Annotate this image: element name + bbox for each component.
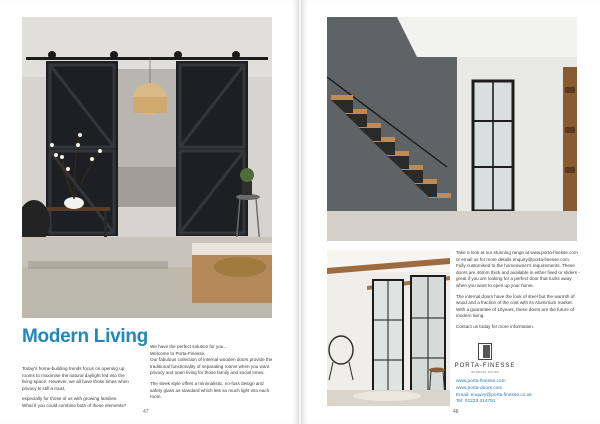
paragraph: Fully customised to the homeowner's requirements. These doors are 46mm thick and available in either fixed or sliders - great if you are looking for a perfect door that tucks away when you want to open up your home. bbox=[456, 263, 580, 288]
page-heading: Modern Living bbox=[22, 326, 148, 347]
brand-logo bbox=[450, 343, 520, 379]
paragraph: The sleek style offers a minimalistic, no-fuss design and safety glass as standard which lets so much light into each room. bbox=[150, 380, 270, 400]
right-info-column bbox=[456, 250, 581, 335]
paragraph: Take a look at our stunning range at www.porta-finesse.com or email us for more details enquiry@porta-finesse.com. bbox=[456, 250, 578, 262]
brand-tagline: INTERNAL DOORS bbox=[470, 371, 500, 374]
paragraph: especially for those of us with growing families. bbox=[22, 396, 118, 402]
paragraph: Our fabulous collection of internal wooden doors provide the traditional functionality of separating rooms when you want privacy and open living for those family and social times. bbox=[150, 357, 273, 376]
glass-doors-photo bbox=[327, 250, 450, 406]
paragraph: The internal doors have the look of steel but the warmth of wood and a fraction of the cost with its Aluminium market. With a guarantee of 10years, these doors are the future of modern living. bbox=[456, 293, 575, 319]
phone-number[interactable]: Tel: 01233 214791 bbox=[456, 399, 496, 405]
page-number: 47 bbox=[143, 409, 149, 415]
right-page bbox=[301, 0, 600, 424]
staircase-photo bbox=[327, 17, 577, 241]
paragraph: Today's home-building trends focus on opening up rooms to maximise the natural daylight fed into the living space. However, we all have those times when privacy is still a must, bbox=[22, 366, 129, 391]
contact-block bbox=[456, 379, 586, 406]
email-link[interactable]: Email: enquiry@porta-finesse.co.uk bbox=[456, 392, 532, 398]
barn-doors-photo bbox=[22, 17, 272, 318]
door-icon bbox=[478, 343, 492, 360]
website-link[interactable]: www.porta-finesse.com bbox=[456, 379, 506, 384]
page-number: 48 bbox=[453, 409, 459, 415]
paragraph: What if you could combine both of these elements? bbox=[22, 402, 127, 408]
website-link[interactable]: www.porta-doors.com bbox=[456, 385, 503, 391]
paragraph: Welcome to Porta-Finesse. bbox=[150, 350, 206, 356]
left-page bbox=[0, 0, 299, 424]
paragraph: We have the perfect solution for you... bbox=[150, 344, 228, 349]
brand-name: PORTA-FINESSE bbox=[454, 363, 516, 369]
left-welcome-column bbox=[150, 344, 274, 405]
left-intro-column bbox=[22, 366, 134, 414]
paragraph: Contact us today for more information. bbox=[456, 323, 535, 329]
